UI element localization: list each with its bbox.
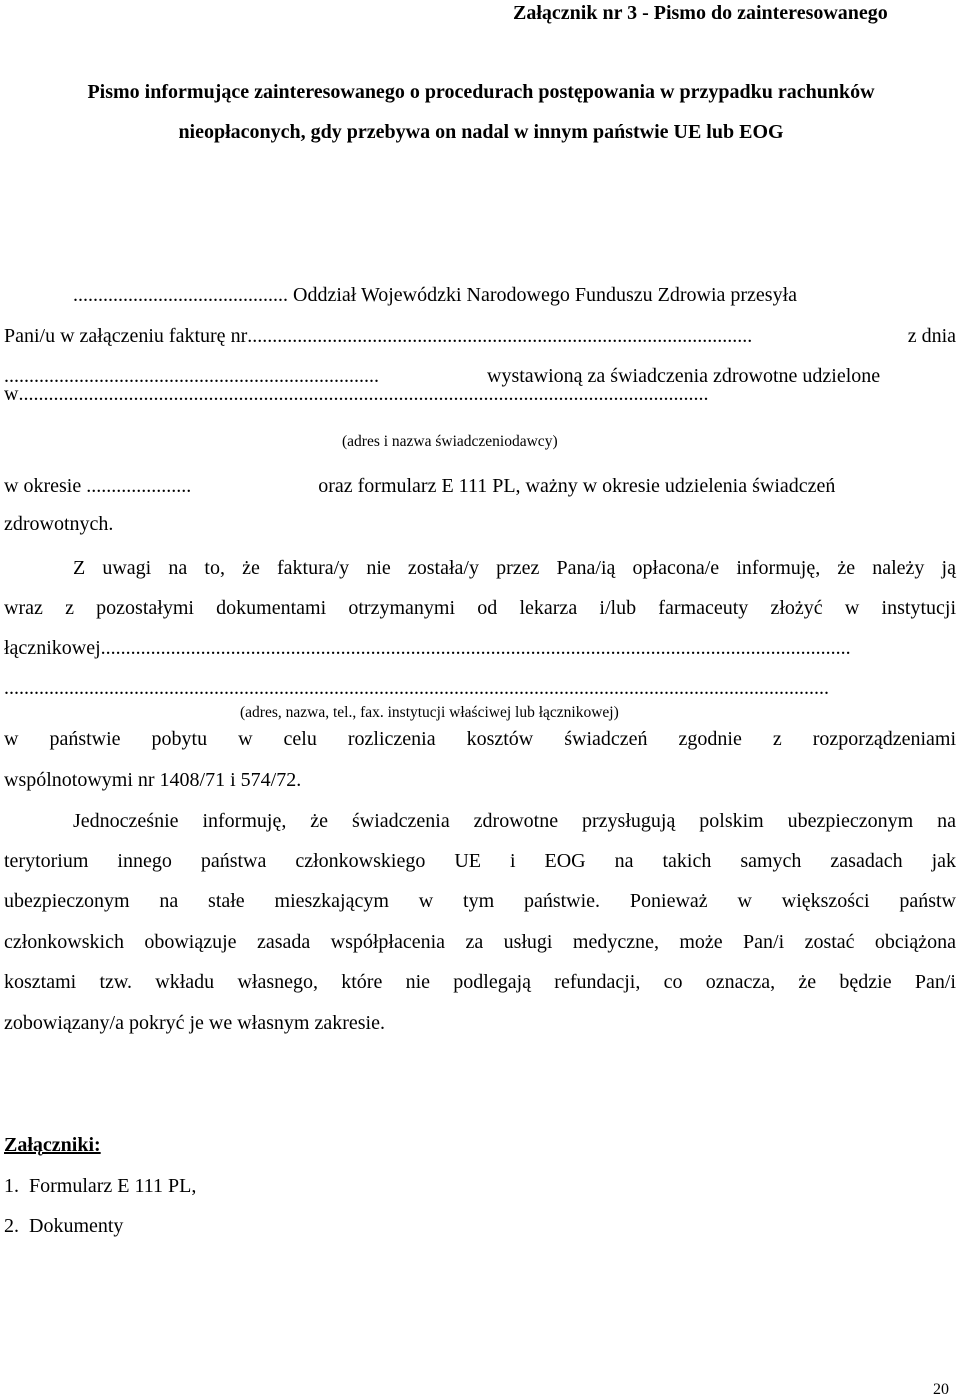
paragraph-2-line-5: kosztami tzw. wkładu własnego, które nie podlegają refundacji, co oznacza, że będzie Pan/i	[4, 971, 956, 993]
liaison-institution-dots-2: .....................................................................................................................................................................	[4, 677, 829, 699]
form-line-1	[73, 283, 797, 307]
form-line-5	[4, 474, 956, 498]
attachments-heading: Załączniki:	[4, 1134, 101, 1156]
attachment-item-2: 2. Dokumenty	[4, 1215, 124, 1237]
paragraph-1-line-5: w państwie pobytu w celu rozliczenia kosztów świadczeń zgodnie z rozporządzeniami	[4, 728, 956, 750]
paragraph-1-line-4	[4, 676, 956, 700]
form-line-1-text: Oddział Wojewódzki Narodowego Funduszu Zdrowia przesyła	[288, 284, 798, 306]
provider-caption: (adres i nazwa świadczeniodawcy)	[342, 433, 558, 450]
paragraph-1-line-6: wspólnotowymi nr 1408/71 i 574/72.	[4, 769, 302, 791]
liaison-institution-caption: (adres, nazwa, tel., fax. instytucji właściwej lub łącznikowej)	[240, 704, 619, 721]
form-line-4	[4, 382, 956, 406]
form-line-5-prefix: w okresie	[4, 475, 87, 497]
period-dots: .....................	[86, 475, 192, 497]
form-line-2-suffix: z dnia	[907, 325, 956, 347]
page-number: 20	[933, 1381, 949, 1398]
paragraph-2-line-4: członkowskich obowiązuje zasada współpłacenia za usługi medyczne, może Pan/i zostać obciążona	[4, 931, 956, 953]
liaison-institution-dots-1: ......................................................................................................................................................	[100, 637, 851, 659]
paragraph-1-line-3	[4, 636, 956, 660]
form-line-6: zdrowotnych.	[4, 513, 114, 535]
document-title-line-1: Pismo informujące zainteresowanego o procedurach postępowania w przypadku rachunków	[87, 81, 875, 103]
form-line-5-text: oraz formularz E 111 PL, ważny w okresie udzielenia świadczeń	[318, 475, 836, 497]
paragraph-2-line-1: Jednocześnie informuję, że świadczenia zdrowotne przysługują polskim ubezpieczonym na	[73, 810, 956, 832]
document-title-line-2: nieopłaconych, gdy przebywa on nadal w innym państwie UE lub EOG	[178, 121, 784, 143]
paragraph-2-line-3: ubezpieczonym na stałe mieszkającym w tym państwie. Ponieważ w większości państw	[4, 890, 956, 912]
attachment-item-1: 1. Formularz E 111 PL,	[4, 1175, 197, 1197]
paragraph-1-line-3-prefix: łącznikowej	[4, 637, 101, 659]
provider-dots: ..........................................................................................................................................	[18, 383, 709, 405]
form-line-4-prefix: w	[4, 383, 19, 405]
paragraph-2-line-6: zobowiązany/a pokryć je we własnym zakresie.	[4, 1012, 385, 1034]
form-line-1-dots: ...........................................	[73, 284, 288, 306]
paragraph-1-line-1: Z uwagi na to, że faktura/y nie została/y przez Pana/ią opłacona/e informuję, że należy ją	[73, 557, 956, 579]
invoice-number-dots: .....................................................................................................	[247, 325, 753, 347]
attachment-title: Załącznik nr 3 - Pismo do zainteresowanego	[513, 2, 888, 24]
form-line-2	[4, 324, 956, 348]
invoice-date-dots: ...........................................................................	[4, 365, 379, 387]
form-line-3-text: wystawioną za świadczenia zdrowotne udzielone	[487, 365, 881, 387]
form-line-2-text: Pani/u w załączeniu fakturę nr	[4, 325, 248, 347]
paragraph-2-line-2: terytorium innego państwa członkowskiego UE i EOG na takich samych zasadach jak	[4, 850, 956, 872]
paragraph-1-line-2: wraz z pozostałymi dokumentami otrzymanymi od lekarza i/lub farmaceuty złożyć w instytucji	[4, 597, 956, 619]
